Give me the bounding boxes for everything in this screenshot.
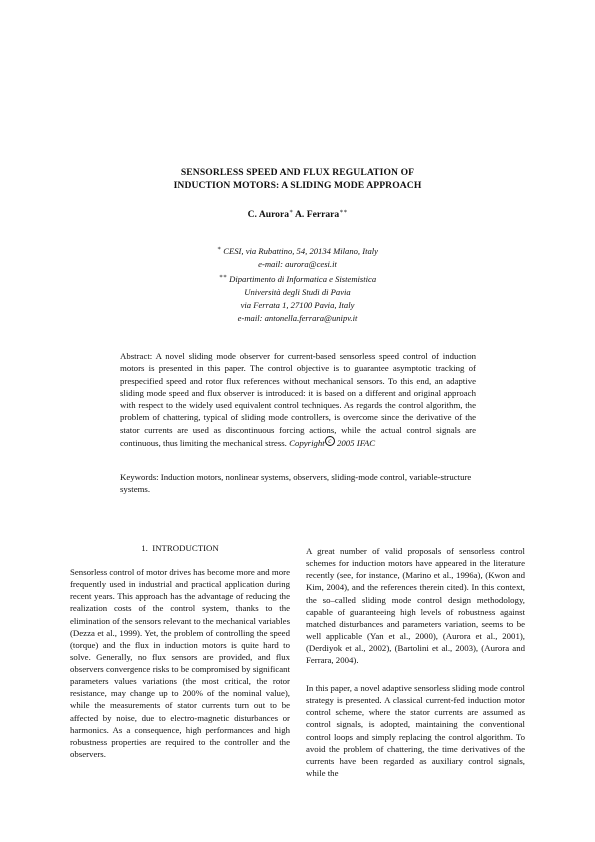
author-name: C. Aurora [247, 209, 290, 221]
affiliation-text: e-mail: antonella.ferrara@unipv.it [237, 312, 358, 323]
affiliation-text: via Ferrata 1, 27100 Pavia, Italy [240, 299, 355, 310]
affiliation-mark: ∗∗ [218, 273, 227, 280]
title-line: INDUCTION MOTORS: A SLIDING MODE APPROACH [173, 180, 422, 191]
affiliations [0, 243, 595, 325]
copyright-word: Copyright [289, 437, 325, 448]
copyright-year: 2005 IFAC [336, 437, 376, 448]
copyright-symbol: c [325, 436, 335, 446]
author-list [0, 208, 595, 220]
affiliation-line [0, 243, 595, 258]
affiliation-text: Dipartimento di Informatica e Sistemistica [229, 273, 377, 284]
paper-title [0, 166, 595, 192]
left-column-text: Sensorless control of motor drives has become more and more frequently used in industrial and practical application during recent years. This approach has the advantage of reducing the realization costs of the control system, thanks to the elimination of the sensors relevant to the mechanical variables (Dezza et al., 1999). Yet, the problem of controlling the speed (torque) and the flux in induction motors is quite hard to solve. Generally, no flux sensors are provided, and flux observers convergence risks to be compromised by significant parameters values variations (the most critical, the rotor resistance, may change up to 200% of the nominal value), while the measurements of stator currents turn out to be affected by noise, due to electro-magnetic disturbances or harmonics. As a consequence, high performances and high robustness properties are required to the controller and the observers. [70, 567, 290, 759]
right-column-paragraph-1: A great number of valid proposals of sensorless control schemes for induction motors have appeared in the literature recently (see, for instance, (Marino et al., 1996a), (Kwon and Kim, 2004), and the references therein cited). In this context, the so–called sliding mode control design methodology, capable of guaranteeing high levels of robustness against matched disturbances and parameters variation, seems to be well applicable (Yan et al., 2000), (Aurora et al., 2001), (Derdiyok et al., 2002), (Bartolini et al., 2003), (Aurora and Ferrara, 2004). [306, 546, 525, 666]
affiliation-line [0, 299, 595, 312]
section-title: INTRODUCTION [152, 543, 219, 553]
section-heading [70, 543, 290, 553]
author-name: A. Ferrara [294, 209, 340, 221]
title-line: SENSORLESS SPEED AND FLUX REGULATION OF [180, 167, 415, 178]
author-mark: ∗ [289, 209, 294, 215]
affiliation-text: Università degli Studi di Pavia [244, 286, 351, 297]
affiliation-mark: ∗ [217, 246, 222, 252]
copyright-label [289, 438, 375, 448]
affiliation-line [0, 271, 595, 286]
abstract-body: Abstract: A novel sliding mode observer for current-based sensorless speed control of induction motors is presented in this paper. The control objective is to guarantee asymptotic tracking of prespecified speed and rotor flux references without mechanical sensors. To this end, an adaptive sliding mode speed and flux observer is introduced: it is based on a different and original approach with respect to the widely used equivalent control techniques. As regards the control algorithm, the problem of chattering, typical of sliding mode controllers, is overcome since the derivative of the stator currents are used as discontinuous forcing actions, while the actual control signals are continuous, thus limiting the mechanical stress. [120, 351, 476, 448]
affiliation-text: e-mail: aurora@cesi.it [258, 258, 337, 269]
affiliation-line [0, 258, 595, 271]
affiliation-line [0, 286, 595, 299]
affiliation-text: CESI, via Rubattino, 54, 20134 Milano, Italy [223, 245, 378, 256]
affiliation-line [0, 312, 595, 325]
keywords: Keywords: Induction motors, nonlinear systems, observers, sliding-mode control, variable-structure systems. [120, 472, 472, 495]
section-number: 1. [141, 543, 148, 553]
right-column-paragraph-2: In this paper, a novel adaptive sensorless sliding mode control strategy is presented. A classical current-fed induction motor control scheme, where the stator currents are assumed as control signals, is adopted, maintaining the conventional control loops and simply replacing the control algorithm. To avoid the problem of chattering, the time derivatives of the currents have been regarded as auxiliary control signals, while the [306, 683, 525, 778]
abstract [120, 350, 476, 449]
author-mark: ∗∗ [339, 209, 348, 215]
